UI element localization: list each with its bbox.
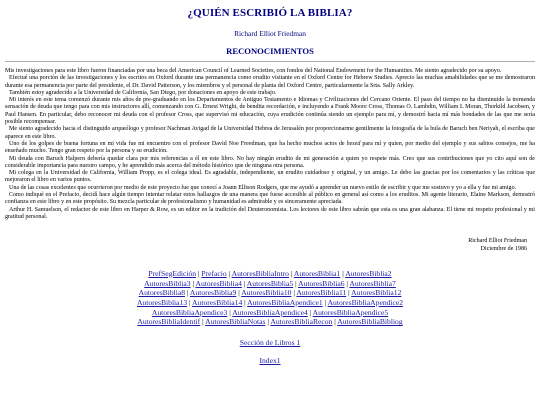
nav-separator: | (226, 268, 232, 278)
nav-separator: | (346, 288, 352, 298)
paragraph: Mi deuda con Baruch Halpern debería quedar clara por mis referencias a él en este libro. No hay ningún erudito de mi generación a quien yo respete más. Creo que sus contribuciones que yo cito aquí son de considerable importancia para nuestro campo, y he aprendido más acerca del método histórico que de ninguna otra persona. (5, 155, 535, 169)
books-section-link[interactable]: Sección de Libros 1 (239, 338, 301, 348)
signature-block (5, 238, 535, 253)
nav-link[interactable]: AutoresBibliaApendice2 (327, 297, 404, 307)
nav-separator: | (307, 307, 313, 317)
nav-link[interactable]: AutoresBiblia11 (296, 288, 347, 298)
paragraph: Efectué una porción de las investigaciones y los escritos en Oxford durante una permanencia como erudito visitante en el Oxford Centre for Hebrew Studies. Aprecio las muchas amabilidades que se me demostraron durante esa permanencia por parte del presidente, el Dr. David Patterson, y los miembros y el personal de planta del Oxford Centre, particularmente la Srta. Sally Arkley. (5, 75, 535, 89)
nav-link[interactable]: AutoresBiblia4 (195, 278, 242, 288)
nav-row (5, 269, 535, 279)
nav-link[interactable]: AutoresBiblia8 (138, 288, 186, 298)
nav-link[interactable]: AutoresBibliaBibliog (337, 317, 403, 327)
nav-link[interactable]: PrefSegEdición (148, 268, 197, 278)
nav-separator: | (293, 278, 299, 288)
paragraph: Me siento agradecido hacia el distinguido arqueólogo y profesor Nachman Avigad de la Universidad Hebrea de Jerusalén por proporcionarme gentilmente la fotografía de la bula de Baruch ben Neriyah, el escriba que aparece en este libro. (5, 126, 535, 140)
paragraph: Una de las cosas excelentes que ocurrieron por medio de este proyecto fue que conocí a Joann Ellison Rodgers, que me ayudó a aprender un nuevo estilo de escribir y que me sostuvo y yo a ella y fue mi amigo. (9, 184, 517, 191)
nav-row (5, 308, 535, 318)
nav-link[interactable]: AutoresBiblia7 (349, 278, 396, 288)
nav-separator: | (241, 278, 247, 288)
index-link[interactable]: Index1 (259, 356, 281, 366)
nav-separator: | (265, 317, 271, 327)
nav-separator: | (288, 268, 294, 278)
acknowledgements-text (5, 68, 535, 221)
index-link-row (5, 356, 535, 365)
nav-link[interactable]: AutoresBibliaRecon (270, 317, 333, 327)
nav-link[interactable]: AutoresBibliaApendice1 (247, 297, 323, 307)
paragraph: Mi colega en la Universidad de California, William Propp, es el colega ideal. Es agradable, independiente, un erudito cuidadoso y original, y un amigo. Le debo las gracias por los comentarios y las críticas que mejoraron el libro en varios puntos. (5, 170, 535, 184)
italic-term: hesed (346, 140, 361, 147)
nav-link[interactable]: AutoresBiblia10 (241, 288, 292, 298)
nav-separator: | (344, 278, 350, 288)
nav-separator: | (332, 317, 338, 327)
nav-separator: | (236, 288, 242, 298)
section-heading: RECONOCIMIENTOS (226, 46, 314, 56)
nav-link[interactable]: AutoresBiblia13 (136, 297, 188, 307)
nav-separator: | (291, 288, 297, 298)
nav-link[interactable]: AutoresBiblia14 (192, 297, 243, 307)
nav-link[interactable]: AutoresBiblia9 (189, 288, 237, 298)
nav-separator: | (187, 297, 193, 307)
nav-link[interactable]: AutoresBibliaIntro (231, 268, 289, 278)
nav-link[interactable]: AutoresBiblia3 (144, 278, 191, 288)
paragraph: Arthur H. Samuelson, el redactor de este libro en Harper & Row, es un editor en la tradición del Deuteronomista. Los lectores de este libro sabrán que esta es una gran alabanza. El tiene mi respeto profesional y mi gratitud personal. (5, 206, 535, 220)
nav-link[interactable]: AutoresBibliaApendice4 (232, 307, 308, 317)
nav-separator: | (196, 268, 202, 278)
nav-link[interactable]: AutoresBiblia5 (246, 278, 294, 288)
author-name: Richard Elliot Friedman (234, 29, 306, 38)
nav-separator: | (227, 307, 233, 317)
nav-separator: | (185, 288, 190, 298)
paragraph: Uno de los golpes de buena fortuna en mi vida fue mi encuentro con el profesor David Noe Freedman, que ha hecho muchos actos de hesed para mí y quien, por medio del ejemplo y sus sabios consejos, me ha enseñado mucho. Tengo gran respeto por la persona y su erudición. (5, 140, 535, 155)
nav-link[interactable]: AutoresBibliaApendice3 (151, 307, 228, 317)
nav-separator: | (340, 268, 346, 278)
nav-separator: | (190, 278, 196, 288)
paragraph: Mi interés en este tema comenzó durante mis años de pre-graduando en los Departamentos de Antiguo Testamento e Idiomas y Civilizaciones del Cercano Oriente. El paso del tiempo no ha disminuido la tremenda sensación de deuda que tengo para con mis instructores allí, comenzando con G. Ernest Wright, de bendita recordación, e incluyendo a Frank Moore Cross, Thomas O. Lambdin, William L Moran, Thorkild Jacobsen, y Paul Hansen. En particular, debo reconocer mi deuda con el profesor Cross, que supervisó mi educación, cuya erudición continúa siendo un ejemplo para mí, y demostró hacia mí más bondades de las que me sería posible recompensar. (5, 97, 535, 126)
nav-row (5, 298, 535, 308)
nav-link[interactable]: AutoresBibliaIdentif (137, 317, 201, 327)
nav-link[interactable]: AutoresBiblia6 (298, 278, 345, 288)
nav-row (5, 279, 535, 289)
nav-link[interactable]: AutoresBiblia2 (345, 268, 392, 278)
chapter-navigation (5, 269, 535, 327)
nav-separator: | (200, 317, 206, 327)
nav-separator: | (322, 297, 328, 307)
paragraph: Como indiqué en el Prefacio, decidí hace algún tiempo intentar relatar estos hallazgos de una manera que fuese accesible al público en general así como a los eruditos. Mi agente literario, Elaine Markson, demostró confianza en este libro y en este propósito. Su mezcla particular de profesionalismo y humanidad es admirable y es sinceramente apreciada. (5, 192, 535, 206)
book-title: ¿QUIÉN ESCRIBIÓ LA BIBLIA? (187, 7, 353, 19)
paragraph: También estoy agradecido a la Universidad de California, San Diego, por donaciones en apoyo de este trabajo. (9, 89, 277, 96)
nav-link[interactable]: Prefacio (201, 268, 227, 278)
nav-separator: | (242, 297, 248, 307)
nav-row (5, 317, 535, 327)
nav-link[interactable]: AutoresBiblia1 (293, 268, 341, 278)
paragraph: Mis investigaciones para este libro fueron financiadas por una beca del American Council of Learned Societies, con fondos del National Endowment for the Humanities. Me siento agradecido por su apoyo. (5, 68, 502, 74)
signature-date: Diciembre de 1986 (480, 245, 527, 252)
nav-link[interactable]: AutoresBibliaApendice5 (312, 307, 389, 317)
nav-link[interactable]: AutoresBibliaNotas (205, 317, 266, 327)
section-link-row (5, 338, 535, 347)
signature-name: Richard Elliot Friedman (468, 238, 527, 245)
horizontal-divider (5, 61, 535, 62)
nav-row (5, 288, 535, 298)
nav-link[interactable]: AutoresBiblia12 (351, 288, 402, 298)
